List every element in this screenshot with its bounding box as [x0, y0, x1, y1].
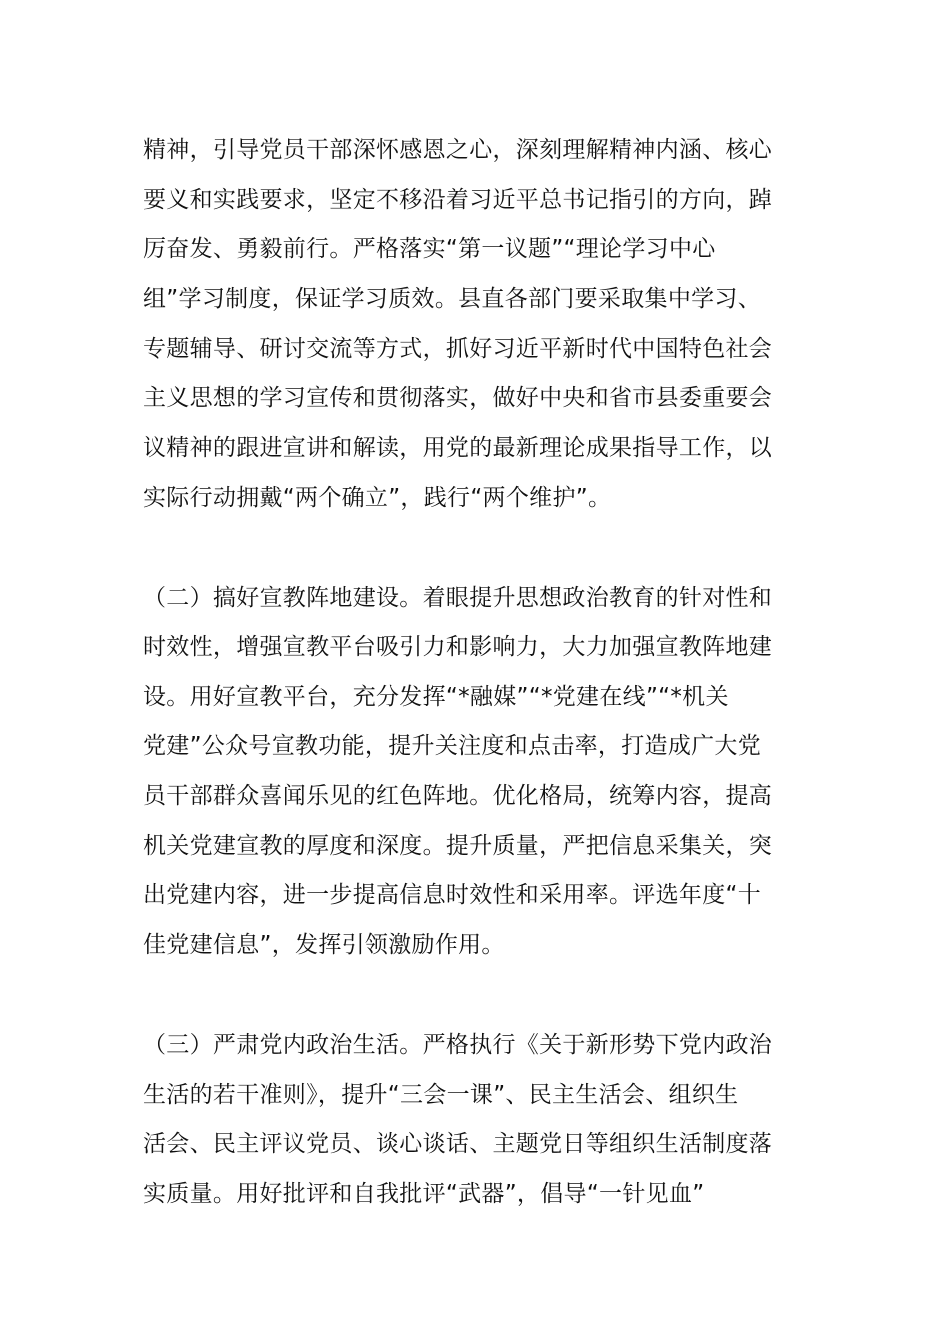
paragraph-line: 出党建内容，进一步提高信息时效性和采用率。评选年度“十 — [143, 882, 762, 908]
paragraph-line: 议精神的跟进宣讲和解读，用党的最新理论成果指导工作，以 — [143, 435, 773, 461]
paragraph-line: （二）搞好宣教阵地建设。着眼提升思想政治教育的针对性和 — [143, 585, 773, 611]
paragraph-line: 主义思想的学习宣传和贯彻落实，做好中央和省市县委重要会 — [143, 385, 773, 411]
paragraph-line: 精神，引导党员干部深怀感恩之心，深刻理解精神内涵、核心 — [143, 137, 773, 163]
paragraph-line: 组”学习制度，保证学习质效。县直各部门要采取集中学习、 — [143, 286, 762, 312]
paragraph-line: 要义和实践要求，坚定不移沿着习近平总书记指引的方向，踔 — [143, 187, 773, 213]
paragraph-line: 厉奋发、勇毅前行。严格落实“第一议题”“理论学习中心 — [143, 236, 716, 262]
paragraph-line: 专题辅导、研讨交流等方式，抓好习近平新时代中国特色社会 — [143, 336, 773, 362]
paragraph-line: 实际行动拥戴“两个确立”，践行“两个维护”。 — [143, 485, 612, 511]
paragraph-line: 设。用好宣教平台，充分发挥“*融媒”“*党建在线”“*机关 — [143, 684, 729, 710]
paragraph-line: 党建”公众号宣教功能，提升关注度和点击率，打造成广大党 — [143, 733, 762, 759]
paragraph-line: 员干部群众喜闻乐见的红色阵地。优化格局，统筹内容，提高 — [143, 783, 773, 809]
paragraph-line: 生活的若干准则》，提升“三会一课”、民主生活会、组织生 — [143, 1082, 739, 1108]
paragraph-line: 佳党建信息”，发挥引领激励作用。 — [143, 932, 505, 958]
paragraph-line: 时效性，增强宣教平台吸引力和影响力，大力加强宣教阵地建 — [143, 634, 773, 660]
paragraph-line: 活会、民主评议党员、谈心谈话、主题党日等组织生活制度落 — [143, 1131, 773, 1157]
paragraph-line: （三）严肃党内政治生活。严格执行《关于新形势下党内政治 — [143, 1032, 773, 1058]
paragraph-line: 实质量。用好批评和自我批评“武器”，倡导“一针见血” — [143, 1181, 705, 1207]
paragraph-line: 机关党建宣教的厚度和深度。提升质量，严把信息采集关，突 — [143, 833, 773, 859]
